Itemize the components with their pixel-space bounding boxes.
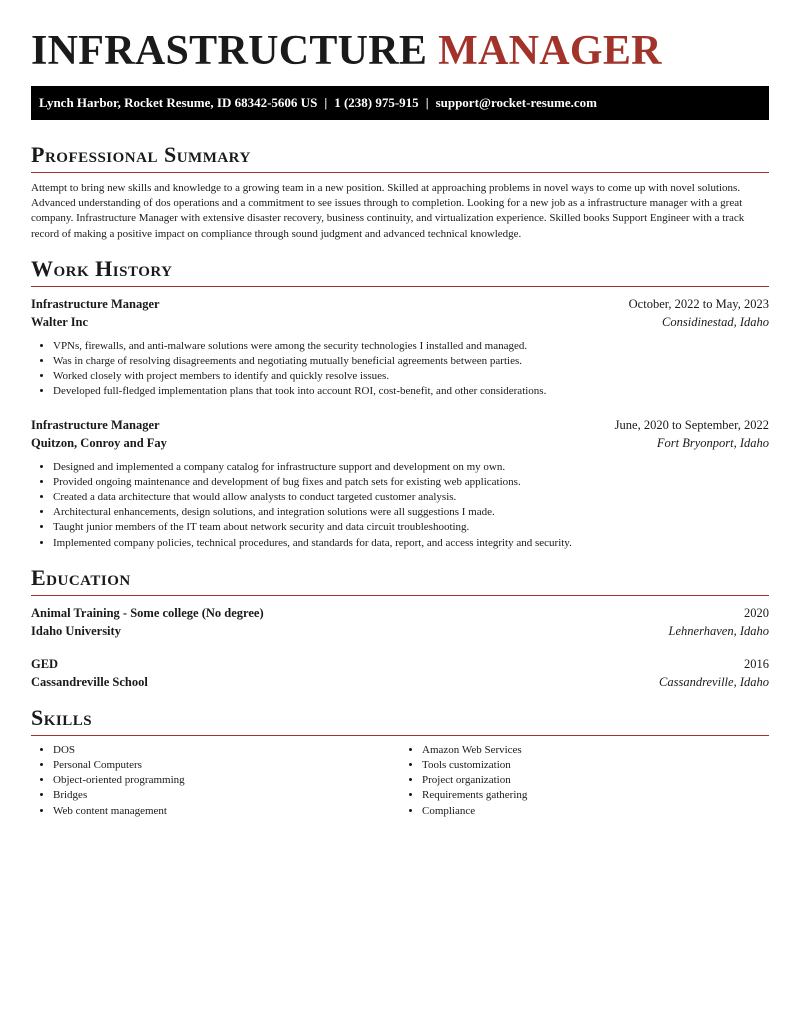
skill-item: • DOS bbox=[53, 743, 400, 758]
skill-item: • Amazon Web Services bbox=[422, 743, 769, 758]
education-degree-row bbox=[31, 655, 769, 673]
education-section bbox=[31, 565, 769, 691]
contact-address: Lynch Harbor, Rocket Resume, ID 68342-5606 US bbox=[39, 95, 318, 110]
job-bullet: • Implemented company policies, technical procedures, and standards for data, report, and access integrity and security. bbox=[53, 536, 769, 551]
section-heading-work-history: Work History bbox=[31, 256, 769, 287]
page-title bbox=[31, 0, 769, 74]
work-history-section bbox=[31, 256, 769, 551]
skill-item: • Bridges bbox=[53, 788, 400, 803]
skill-item: • Tools customization bbox=[422, 758, 769, 773]
skill-item: • Compliance bbox=[422, 804, 769, 819]
skill-item: • Personal Computers bbox=[53, 758, 400, 773]
job-bullet: • Taught junior members of the IT team about network security and data circuit troubleshooting. bbox=[53, 520, 769, 535]
job-bullet: • Developed full-fledged implementation plans that took into account ROI, cost-benefit, and other considerations. bbox=[53, 384, 769, 399]
education-year: 2020 bbox=[744, 605, 769, 620]
contact-separator: | bbox=[324, 95, 328, 110]
job-bullet: • VPNs, firewalls, and anti-malware solutions were among the security technologies I installed and managed. bbox=[53, 339, 769, 354]
education-school: Idaho University bbox=[31, 623, 121, 638]
job-bullet: • Designed and implemented a company catalog for infrastructure support and development on my own. bbox=[53, 460, 769, 475]
skills-columns bbox=[31, 743, 769, 819]
skill-item: • Object-oriented programming bbox=[53, 773, 400, 788]
title-accent-word: MANAGER bbox=[438, 28, 662, 74]
summary-text: Attempt to bring new skills and knowledge to a growing team in a new position. Skilled at approaching problems in novel ways to come up with novel solutions. Advanced understanding of dos operations and a commitment to see issues through to completion. Looking for a new job as a infrastructure manager with a great company. Infrastructure Manager with extensive disaster recovery, business continuity, and virtualization experience. Skilled books Support Engineer with a track record of making a positive impact on compliance through sound judgment and advanced technical knowledge. bbox=[31, 182, 745, 240]
job-entry bbox=[31, 416, 769, 551]
education-degree-row bbox=[31, 604, 769, 622]
contact-email: support@rocket-resume.com bbox=[435, 95, 598, 110]
job-bullet: • Architectural enhancements, design solutions, and integration solutions were all suggestions I made. bbox=[53, 505, 769, 520]
section-heading-skills: Skills bbox=[31, 705, 769, 736]
section-heading-summary: Professional Summary bbox=[31, 142, 769, 173]
skills-list-left bbox=[31, 743, 400, 819]
section-heading-education: Education bbox=[31, 565, 769, 596]
job-company: Quitzon, Conroy and Fay bbox=[31, 435, 167, 450]
skills-section bbox=[31, 705, 769, 819]
job-header-row bbox=[31, 416, 769, 434]
education-location: Lehnerhaven, Idaho bbox=[668, 623, 769, 638]
education-entry bbox=[31, 604, 769, 640]
job-bullet: • Provided ongoing maintenance and development of bug fixes and patch sets for existing web applications. bbox=[53, 475, 769, 490]
job-bullets bbox=[31, 460, 769, 551]
skill-item: • Project organization bbox=[422, 773, 769, 788]
job-title: Infrastructure Manager bbox=[31, 296, 160, 311]
education-degree: GED bbox=[31, 656, 59, 671]
job-location: Considinestad, Idaho bbox=[662, 314, 769, 329]
title-first-word: INFRASTRUCTURE bbox=[31, 28, 428, 74]
job-dates: June, 2020 to September, 2022 bbox=[614, 417, 769, 432]
education-school: Cassandreville School bbox=[31, 674, 148, 689]
job-bullet: • Worked closely with project members to identify and quickly resolve issues. bbox=[53, 369, 769, 384]
skill-item: • Web content management bbox=[53, 804, 400, 819]
skill-item: • Requirements gathering bbox=[422, 788, 769, 803]
job-entry bbox=[31, 295, 769, 400]
job-company-row bbox=[31, 434, 769, 452]
education-location: Cassandreville, Idaho bbox=[659, 674, 769, 689]
job-header-row bbox=[31, 295, 769, 313]
education-entry bbox=[31, 655, 769, 691]
job-company-row bbox=[31, 313, 769, 331]
education-degree: Animal Training - Some college (No degree) bbox=[31, 605, 264, 620]
job-company: Walter Inc bbox=[31, 314, 89, 329]
education-year: 2016 bbox=[744, 656, 769, 671]
contact-separator: | bbox=[425, 95, 429, 110]
job-bullets bbox=[31, 339, 769, 400]
skills-list-right bbox=[400, 743, 769, 819]
contact-bar bbox=[31, 86, 769, 120]
job-location: Fort Bryonport, Idaho bbox=[656, 435, 769, 450]
job-bullet: • Created a data architecture that would allow analysts to conduct targeted customer analysis. bbox=[53, 490, 769, 505]
job-dates: October, 2022 to May, 2023 bbox=[628, 296, 769, 311]
job-bullet: • Was in charge of resolving disagreements and negotiating mutually beneficial agreements between parties. bbox=[53, 354, 769, 369]
education-school-row bbox=[31, 673, 769, 691]
job-title: Infrastructure Manager bbox=[31, 417, 160, 432]
summary-section bbox=[31, 142, 769, 242]
contact-phone: 1 (238) 975-915 bbox=[334, 95, 419, 110]
education-school-row bbox=[31, 622, 769, 640]
